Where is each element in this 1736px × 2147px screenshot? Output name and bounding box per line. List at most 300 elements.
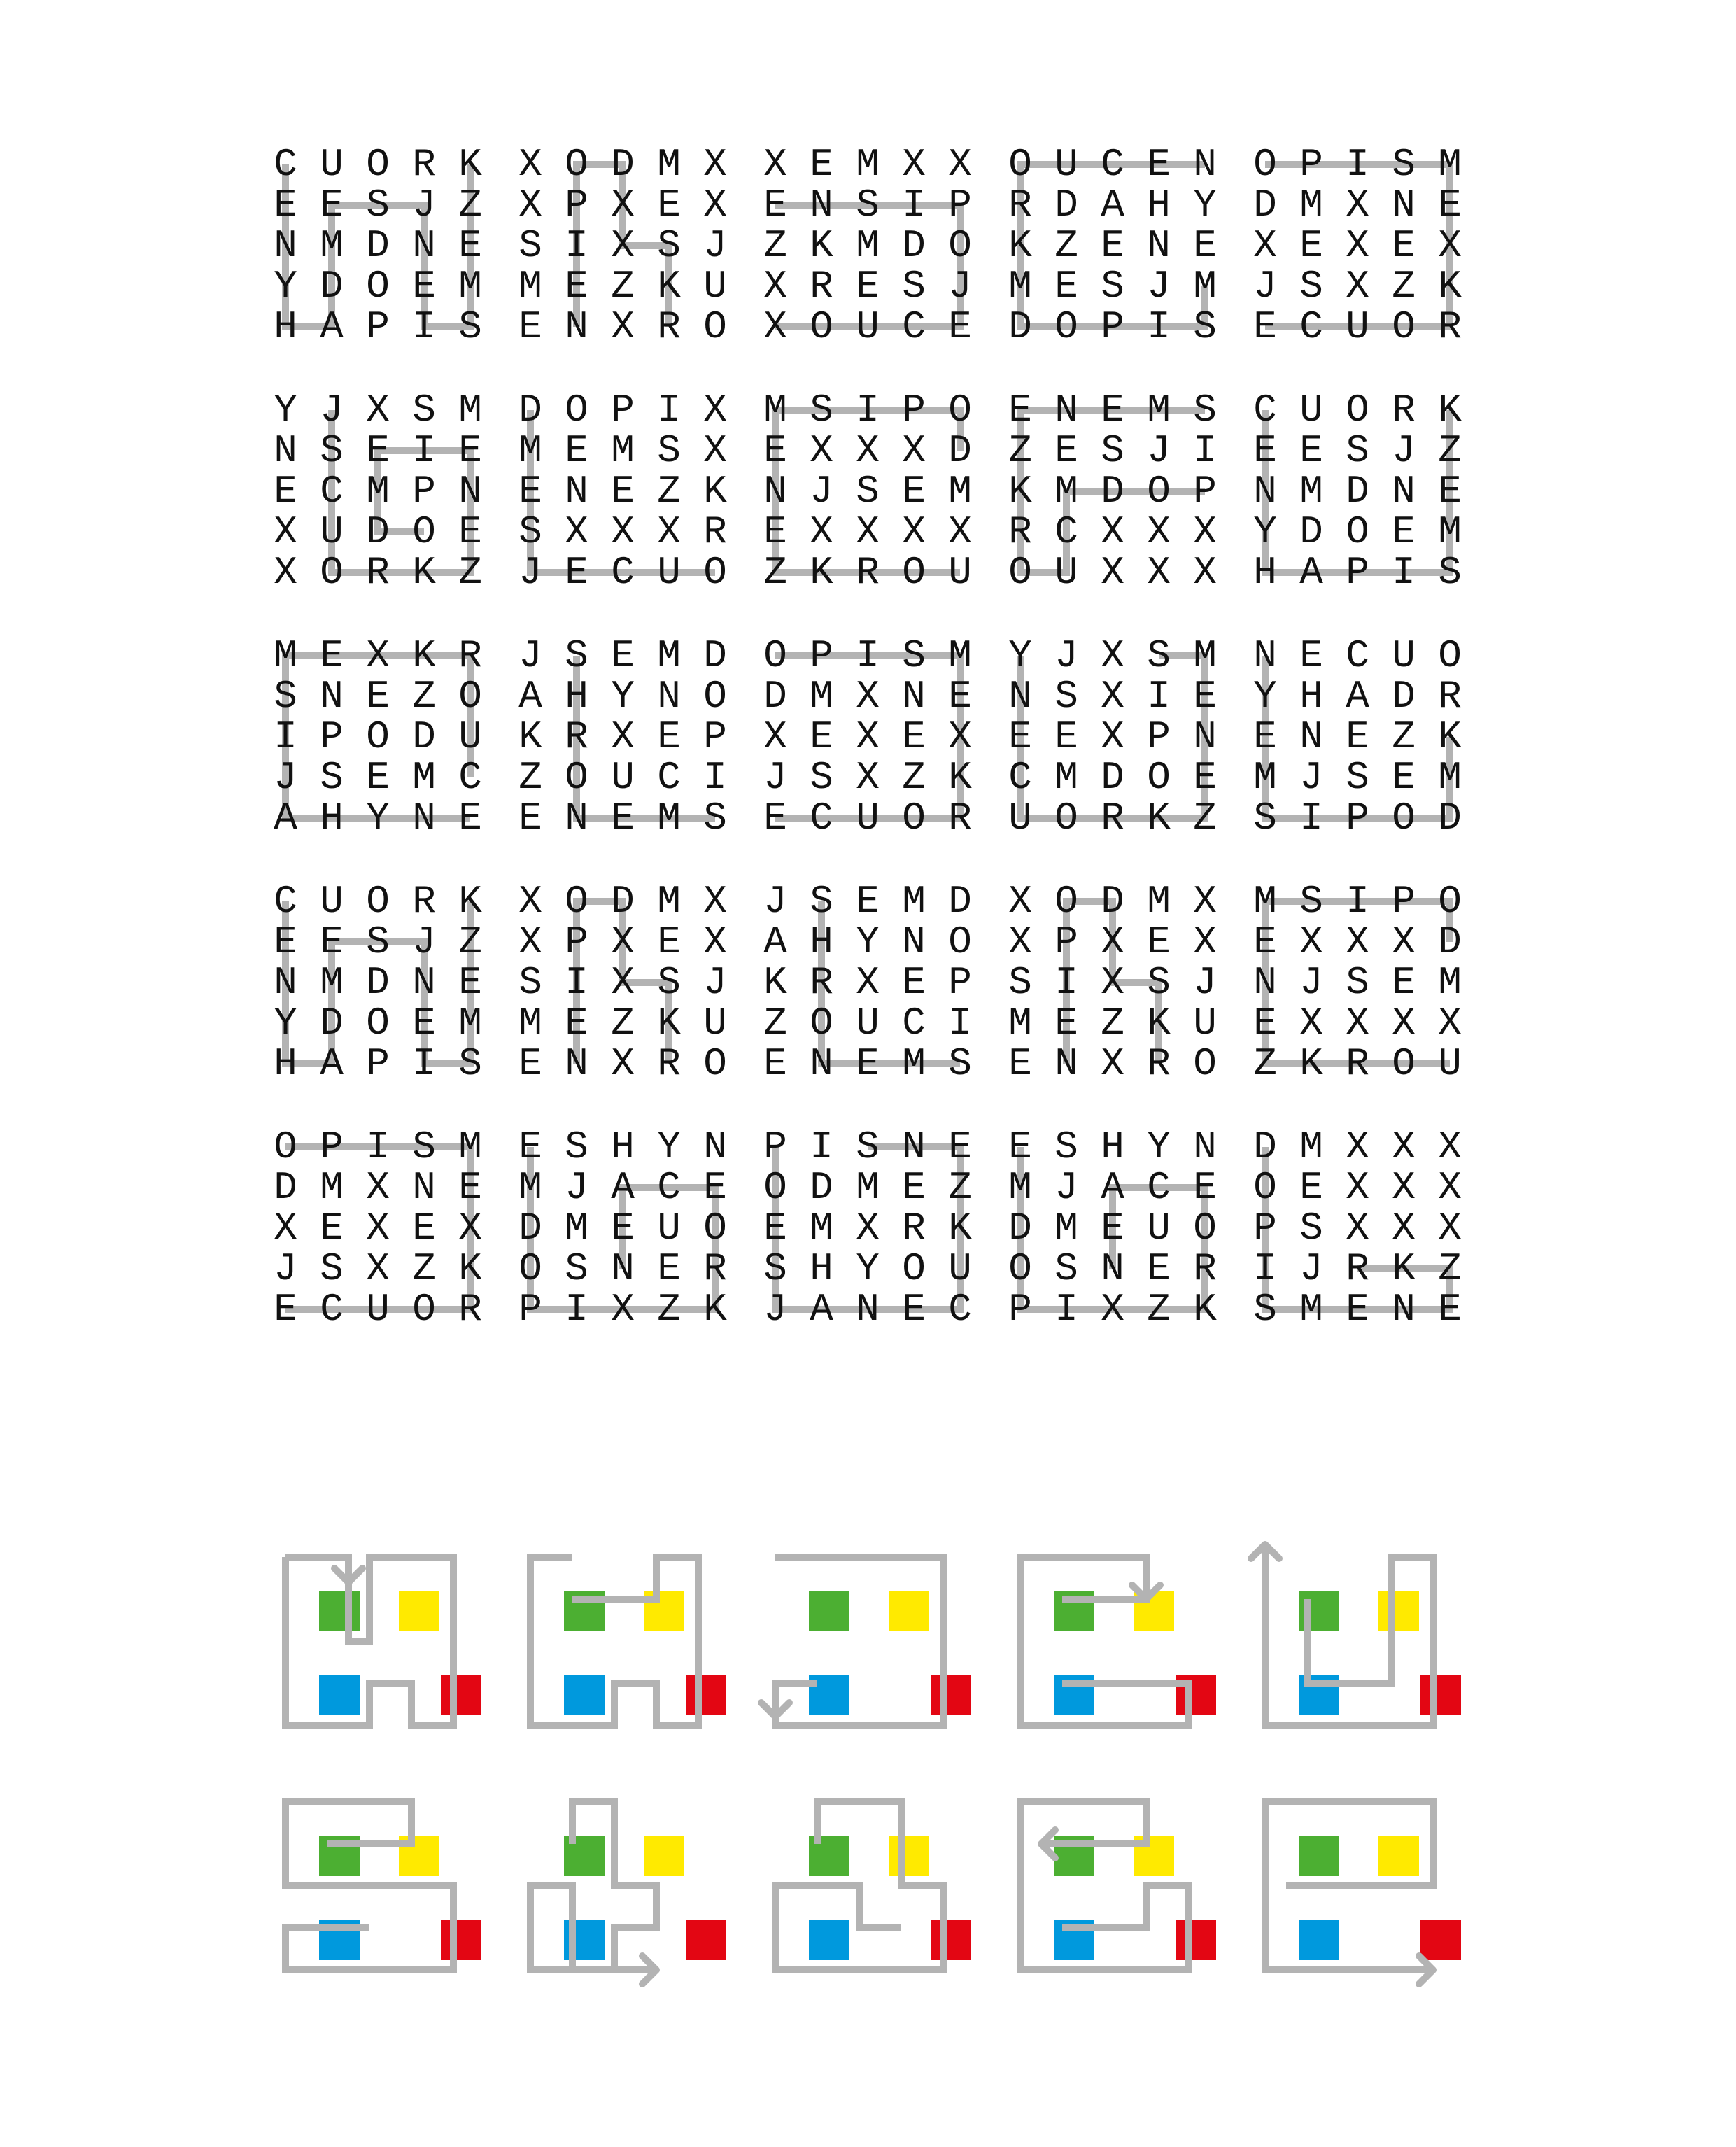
- grid-letter: S: [412, 388, 436, 432]
- grid-letter: X: [703, 183, 727, 227]
- grid-letter: K: [458, 142, 482, 187]
- letter-grid: [1008, 1125, 1217, 1332]
- color-panel: [1020, 1557, 1216, 1725]
- grid-letter: Z: [1054, 223, 1078, 268]
- grid-letter: N: [1147, 223, 1171, 268]
- grid-letter: X: [856, 674, 880, 719]
- grid-letter: S: [565, 633, 588, 678]
- grid-letter: E: [518, 1125, 542, 1169]
- grid-letter: I: [810, 1125, 833, 1169]
- grid-letter: K: [1008, 469, 1032, 514]
- grid-letter: K: [1008, 223, 1032, 268]
- grid-letter: E: [1101, 223, 1124, 268]
- grid-letter: E: [1438, 469, 1462, 514]
- grid-letter: N: [657, 674, 681, 719]
- grid-letter: S: [810, 755, 833, 800]
- red-square: [931, 1920, 971, 1960]
- grid-letter: R: [366, 550, 390, 595]
- grid-letter: Y: [274, 1001, 297, 1046]
- grid-letter: K: [810, 223, 833, 268]
- grid-letter: R: [1008, 509, 1032, 554]
- grid-letter: D: [611, 879, 635, 924]
- grid-letter: O: [565, 142, 588, 187]
- grid-letter: Z: [763, 1001, 787, 1046]
- grid-letter: Y: [611, 674, 635, 719]
- grid-letter: E: [1392, 960, 1416, 1005]
- grid-letter: X: [366, 633, 390, 678]
- color-panel: [530, 1802, 726, 1984]
- red-square: [1420, 1675, 1461, 1715]
- grid-letter: I: [274, 715, 297, 759]
- grid-letter: Z: [1438, 428, 1462, 473]
- grid-letter: N: [1392, 1287, 1416, 1332]
- grid-letter: Y: [1147, 1125, 1171, 1169]
- yellow-square: [889, 1836, 929, 1876]
- grid-letter: X: [366, 1206, 390, 1251]
- grid-letter: D: [948, 428, 972, 473]
- grid-letter: X: [763, 264, 787, 309]
- grid-letter: Z: [1147, 1287, 1171, 1332]
- panel-path-line: [1265, 1802, 1433, 1970]
- grid-letter: H: [1299, 674, 1323, 719]
- grid-letter: Y: [274, 264, 297, 309]
- grid-letter: C: [902, 304, 926, 349]
- grid-letter: N: [810, 183, 833, 227]
- grid-letter: Z: [763, 550, 787, 595]
- grid-letter: S: [657, 428, 681, 473]
- grid-letter: C: [948, 1287, 972, 1332]
- grid-letter: J: [1193, 960, 1217, 1005]
- grid-letter: J: [1299, 1246, 1323, 1291]
- grid-letter: U: [856, 796, 880, 840]
- grid-path-line: [332, 410, 470, 572]
- grid-letter: C: [274, 879, 297, 924]
- letter-grids-section: [274, 142, 1462, 1332]
- grid-letter: X: [810, 428, 833, 473]
- grid-letter: X: [1346, 223, 1369, 268]
- grid-letter: Y: [1008, 633, 1032, 678]
- grid-letter: P: [1147, 715, 1171, 759]
- letter-grid: [274, 142, 482, 349]
- grid-letter: N: [1054, 388, 1078, 432]
- grid-letter: D: [1346, 469, 1369, 514]
- grid-letter: X: [611, 304, 635, 349]
- grid-letter: X: [1008, 879, 1032, 924]
- grid-letter: X: [518, 183, 542, 227]
- grid-letter: E: [611, 469, 635, 514]
- letter-grid: [763, 142, 972, 349]
- grid-letter: E: [1147, 142, 1171, 187]
- grid-letter: I: [1346, 142, 1369, 187]
- red-square: [931, 1675, 971, 1715]
- grid-letter: M: [856, 142, 880, 187]
- grid-letter: X: [902, 428, 926, 473]
- grid-letter: E: [1299, 223, 1323, 268]
- grid-letter: C: [611, 550, 635, 595]
- grid-letter: H: [274, 1041, 297, 1086]
- letter-grid: [518, 633, 727, 840]
- grid-letter: O: [810, 304, 833, 349]
- grid-letter: O: [366, 1001, 390, 1046]
- grid-letter: R: [458, 1287, 482, 1332]
- grid-letter: N: [1392, 183, 1416, 227]
- grid-letter: S: [763, 1246, 787, 1291]
- grid-letter: X: [856, 755, 880, 800]
- grid-letter: X: [611, 960, 635, 1005]
- letter-grid: [518, 879, 727, 1086]
- grid-letter: N: [412, 796, 436, 840]
- grid-letter: S: [1253, 1287, 1277, 1332]
- grid-letter: J: [274, 755, 297, 800]
- grid-letter: M: [320, 1165, 344, 1210]
- grid-letter: P: [703, 715, 727, 759]
- grid-letter: K: [657, 264, 681, 309]
- grid-letter: E: [1054, 1001, 1078, 1046]
- grid-letter: X: [518, 142, 542, 187]
- grid-letter: X: [1392, 920, 1416, 964]
- grid-letter: J: [1299, 960, 1323, 1005]
- grid-letter: M: [320, 960, 344, 1005]
- grid-letter: E: [320, 633, 344, 678]
- grid-letter: I: [856, 388, 880, 432]
- grid-letter: S: [810, 388, 833, 432]
- grid-letter: I: [412, 428, 436, 473]
- grid-letter: O: [703, 1206, 727, 1251]
- grid-letter: R: [703, 509, 727, 554]
- grid-letter: E: [810, 715, 833, 759]
- grid-letter: D: [518, 1206, 542, 1251]
- grid-letter: P: [763, 1125, 787, 1169]
- grid-letter: N: [565, 796, 588, 840]
- grid-letter: S: [366, 183, 390, 227]
- grid-letter: D: [1392, 674, 1416, 719]
- grid-letter: S: [412, 1125, 436, 1169]
- yellow-square: [399, 1591, 439, 1631]
- grid-letter: X: [1346, 920, 1369, 964]
- grid-letter: O: [1147, 469, 1171, 514]
- grid-letter: X: [948, 509, 972, 554]
- grid-letter: I: [1193, 428, 1217, 473]
- grid-letter: X: [1253, 223, 1277, 268]
- grid-letter: N: [1101, 1246, 1124, 1291]
- grid-letter: H: [810, 920, 833, 964]
- grid-letter: U: [703, 264, 727, 309]
- grid-letter: U: [320, 509, 344, 554]
- grid-letter: S: [274, 674, 297, 719]
- grid-letter: K: [948, 755, 972, 800]
- grid-letter: P: [565, 183, 588, 227]
- grid-letter: Z: [948, 1165, 972, 1210]
- grid-letter: K: [703, 469, 727, 514]
- grid-letter: P: [320, 715, 344, 759]
- grid-letter: S: [657, 960, 681, 1005]
- grid-letter: O: [1008, 142, 1032, 187]
- grid-letter: U: [1054, 550, 1078, 595]
- grid-letter: C: [1299, 304, 1323, 349]
- letter-grid: [274, 388, 482, 595]
- grid-letter: O: [1253, 1165, 1277, 1210]
- grid-letter: N: [1253, 469, 1277, 514]
- grid-letter: E: [1346, 715, 1369, 759]
- red-square: [1176, 1920, 1216, 1960]
- grid-letter: N: [856, 1287, 880, 1332]
- grid-letter: Z: [1438, 1246, 1462, 1291]
- grid-letter: E: [1008, 715, 1032, 759]
- grid-letter: P: [412, 469, 436, 514]
- grid-letter: M: [1193, 633, 1217, 678]
- grid-letter: S: [810, 879, 833, 924]
- grid-letter: Z: [611, 264, 635, 309]
- color-panel: [530, 1557, 726, 1725]
- grid-letter: D: [1008, 304, 1032, 349]
- grid-letter: O: [518, 1246, 542, 1291]
- grid-letter: D: [1101, 879, 1124, 924]
- grid-letter: I: [1054, 1287, 1078, 1332]
- grid-letter: X: [274, 509, 297, 554]
- grid-letter: R: [902, 1206, 926, 1251]
- grid-letter: X: [1101, 509, 1124, 554]
- grid-letter: E: [1253, 304, 1277, 349]
- grid-letter: N: [412, 223, 436, 268]
- grid-letter: E: [657, 920, 681, 964]
- grid-letter: S: [320, 755, 344, 800]
- grid-letter: E: [948, 674, 972, 719]
- grid-letter: O: [948, 920, 972, 964]
- grid-letter: X: [856, 715, 880, 759]
- grid-letter: D: [320, 1001, 344, 1046]
- grid-letter: C: [1346, 633, 1369, 678]
- grid-letter: I: [565, 223, 588, 268]
- grid-letter: A: [320, 304, 344, 349]
- grid-letter: X: [1346, 1206, 1369, 1251]
- grid-letter: X: [1147, 509, 1171, 554]
- grid-letter: O: [1193, 1206, 1217, 1251]
- color-panel: [761, 1557, 971, 1725]
- grid-letter: R: [1438, 304, 1462, 349]
- grid-letter: N: [902, 674, 926, 719]
- grid-letter: M: [366, 469, 390, 514]
- grid-letter: U: [948, 550, 972, 595]
- grid-letter: U: [1299, 388, 1323, 432]
- red-square: [441, 1675, 481, 1715]
- grid-letter: M: [856, 1165, 880, 1210]
- grid-letter: X: [1438, 1206, 1462, 1251]
- grid-letter: J: [1392, 428, 1416, 473]
- grid-letter: X: [763, 142, 787, 187]
- grid-letter: P: [1054, 920, 1078, 964]
- color-panel: [285, 1557, 481, 1725]
- grid-letter: J: [518, 633, 542, 678]
- grid-letter: O: [366, 879, 390, 924]
- grid-path-line: [821, 901, 960, 1064]
- grid-letter: X: [1193, 509, 1217, 554]
- grid-letter: M: [1438, 509, 1462, 554]
- color-panel: [1265, 1802, 1461, 1984]
- panel-path-line: [775, 1557, 943, 1725]
- grid-letter: S: [518, 960, 542, 1005]
- grid-letter: K: [810, 550, 833, 595]
- letter-grid: [763, 388, 972, 595]
- grid-letter: X: [1101, 920, 1124, 964]
- grid-letter: E: [856, 879, 880, 924]
- grid-letter: X: [948, 142, 972, 187]
- grid-letter: X: [703, 142, 727, 187]
- grid-letter: P: [948, 960, 972, 1005]
- grid-letter: A: [1101, 183, 1124, 227]
- grid-letter: P: [366, 304, 390, 349]
- grid-letter: Z: [412, 674, 436, 719]
- grid-letter: I: [1253, 1246, 1277, 1291]
- grid-letter: M: [1193, 264, 1217, 309]
- panel-path-line: [1020, 1557, 1188, 1725]
- grid-letter: X: [763, 715, 787, 759]
- grid-letter: K: [1147, 1001, 1171, 1046]
- letter-grid: [1253, 388, 1462, 595]
- grid-letter: E: [1392, 223, 1416, 268]
- grid-letter: S: [458, 304, 482, 349]
- grid-letter: X: [1101, 674, 1124, 719]
- grid-letter: J: [703, 223, 727, 268]
- grid-letter: E: [518, 796, 542, 840]
- grid-letter: J: [1054, 1165, 1078, 1210]
- grid-letter: E: [320, 183, 344, 227]
- grid-letter: K: [948, 1206, 972, 1251]
- grid-letter: O: [1438, 879, 1462, 924]
- grid-letter: N: [1253, 633, 1277, 678]
- grid-letter: J: [565, 1165, 588, 1210]
- grid-letter: R: [1392, 388, 1416, 432]
- grid-letter: R: [1438, 674, 1462, 719]
- grid-letter: X: [856, 1206, 880, 1251]
- grid-letter: M: [518, 1001, 542, 1046]
- grid-letter: E: [1392, 509, 1416, 554]
- grid-letter: U: [320, 142, 344, 187]
- grid-letter: S: [1101, 264, 1124, 309]
- grid-letter: M: [1054, 1206, 1078, 1251]
- grid-letter: J: [274, 1246, 297, 1291]
- grid-letter: C: [320, 1287, 344, 1332]
- grid-letter: X: [366, 388, 390, 432]
- grid-letter: X: [902, 142, 926, 187]
- grid-letter: S: [565, 1125, 588, 1169]
- grid-letter: E: [902, 469, 926, 514]
- letter-grid: [1008, 142, 1217, 349]
- grid-letter: E: [1193, 755, 1217, 800]
- grid-letter: O: [274, 1125, 297, 1169]
- grid-letter: D: [1253, 1125, 1277, 1169]
- grid-letter: O: [703, 674, 727, 719]
- grid-letter: J: [1054, 633, 1078, 678]
- grid-letter: E: [1438, 1287, 1462, 1332]
- grid-letter: O: [1008, 1246, 1032, 1291]
- grid-letter: E: [518, 469, 542, 514]
- grid-letter: P: [810, 633, 833, 678]
- grid-letter: A: [1346, 674, 1369, 719]
- grid-letter: Z: [518, 755, 542, 800]
- grid-letter: E: [948, 304, 972, 349]
- grid-letter: Z: [458, 920, 482, 964]
- grid-letter: C: [657, 1165, 681, 1210]
- grid-letter: X: [611, 509, 635, 554]
- grid-letter: J: [1253, 264, 1277, 309]
- grid-letter: D: [518, 388, 542, 432]
- grid-letter: I: [948, 1001, 972, 1046]
- grid-letter: H: [611, 1125, 635, 1169]
- grid-letter: E: [902, 1287, 926, 1332]
- grid-letter: O: [810, 1001, 833, 1046]
- grid-letter: E: [412, 1206, 436, 1251]
- grid-letter: R: [412, 142, 436, 187]
- grid-letter: R: [810, 960, 833, 1005]
- grid-letter: Z: [1253, 1041, 1277, 1086]
- letter-grid: [274, 1125, 482, 1332]
- grid-letter: D: [810, 1165, 833, 1210]
- grid-letter: X: [948, 715, 972, 759]
- grid-letter: X: [1193, 550, 1217, 595]
- grid-letter: N: [412, 1165, 436, 1210]
- grid-letter: N: [565, 1041, 588, 1086]
- grid-letter: X: [611, 715, 635, 759]
- grid-letter: X: [810, 509, 833, 554]
- grid-letter: E: [458, 796, 482, 840]
- grid-letter: X: [1438, 223, 1462, 268]
- panel-path-line: [530, 1557, 698, 1725]
- grid-letter: E: [366, 755, 390, 800]
- grid-letter: I: [1147, 674, 1171, 719]
- grid-letter: E: [458, 1165, 482, 1210]
- grid-letter: K: [1147, 796, 1171, 840]
- grid-letter: X: [1438, 1001, 1462, 1046]
- grid-letter: H: [565, 674, 588, 719]
- grid-letter: A: [1299, 550, 1323, 595]
- grid-letter: O: [1054, 796, 1078, 840]
- grid-letter: O: [1346, 509, 1369, 554]
- grid-letter: R: [1346, 1246, 1369, 1291]
- grid-letter: A: [518, 674, 542, 719]
- grid-letter: M: [810, 1206, 833, 1251]
- grid-letter: X: [1101, 715, 1124, 759]
- grid-letter: M: [856, 223, 880, 268]
- grid-letter: I: [902, 183, 926, 227]
- grid-letter: N: [458, 469, 482, 514]
- letter-grid: [1253, 879, 1462, 1086]
- grid-letter: K: [1438, 264, 1462, 309]
- grid-letter: N: [1193, 142, 1217, 187]
- grid-letter: D: [366, 223, 390, 268]
- grid-letter: D: [1054, 183, 1078, 227]
- grid-letter: M: [1054, 755, 1078, 800]
- grid-letter: E: [1346, 1287, 1369, 1332]
- grid-letter: E: [657, 1246, 681, 1291]
- grid-letter: D: [366, 509, 390, 554]
- grid-letter: X: [1008, 920, 1032, 964]
- grid-letter: E: [320, 1206, 344, 1251]
- grid-letter: N: [274, 960, 297, 1005]
- grid-letter: J: [763, 1287, 787, 1332]
- grid-letter: H: [1253, 550, 1277, 595]
- grid-letter: M: [565, 1206, 588, 1251]
- grid-letter: J: [518, 550, 542, 595]
- grid-letter: O: [763, 633, 787, 678]
- letter-grid: [763, 879, 972, 1086]
- grid-letter: R: [657, 304, 681, 349]
- grid-letter: S: [366, 920, 390, 964]
- grid-letter: I: [1054, 960, 1078, 1005]
- grid-letter: R: [948, 796, 972, 840]
- grid-letter: J: [810, 469, 833, 514]
- grid-letter: E: [810, 142, 833, 187]
- grid-letter: D: [320, 264, 344, 309]
